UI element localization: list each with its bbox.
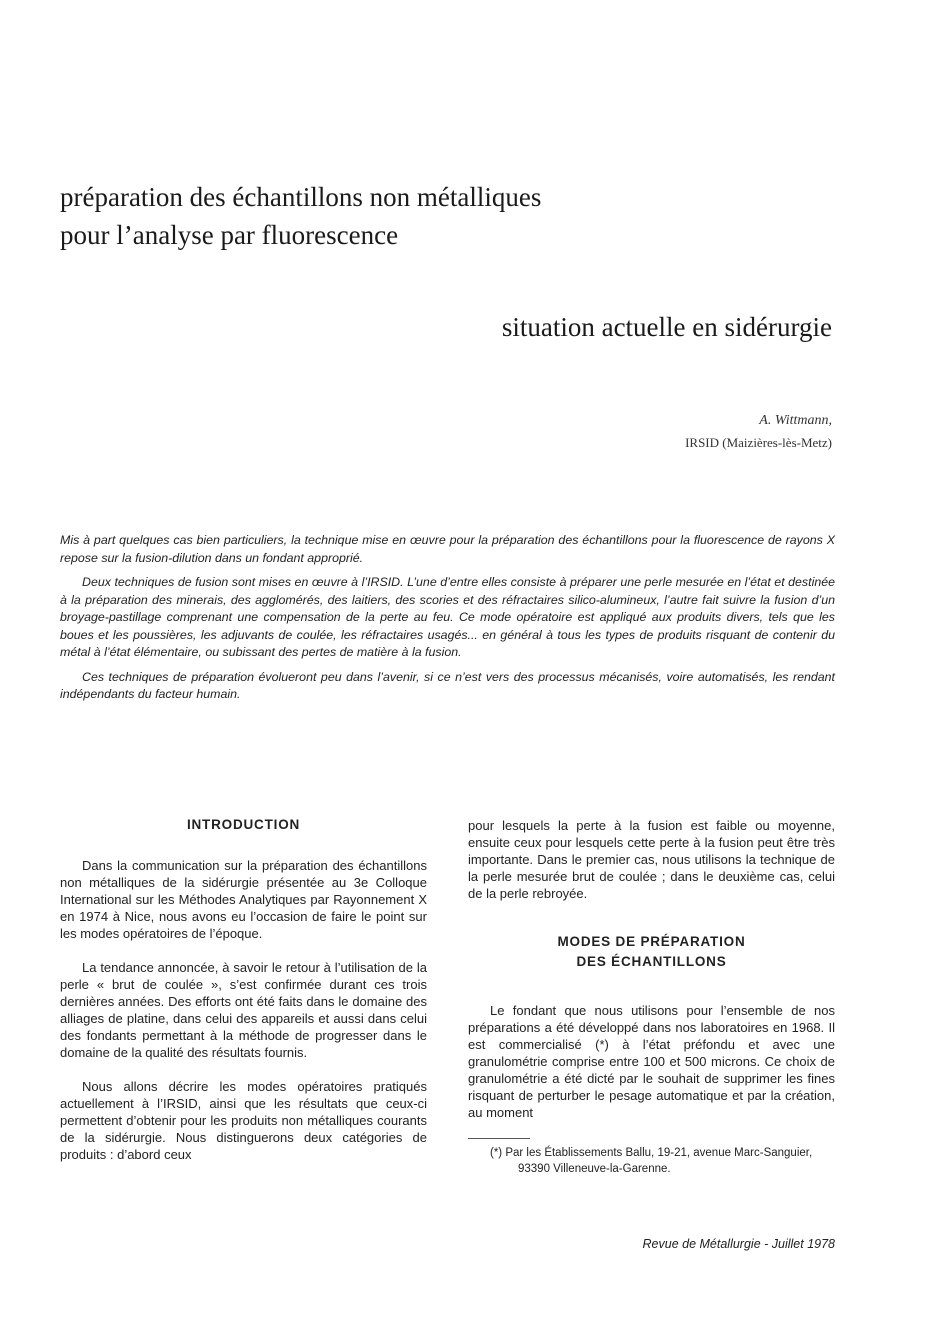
abstract bbox=[60, 532, 835, 711]
author-name: A. Wittmann, bbox=[759, 413, 832, 428]
journal-footer: Revue de Métallurgie - Juillet 1978 bbox=[642, 1237, 835, 1251]
title-line-1: préparation des échantillons non métalliques bbox=[60, 182, 542, 212]
section-heading-modes-line-2: DES ÉCHANTILLONS bbox=[576, 954, 727, 969]
intro-paragraph-2: La tendance annoncée, à savoir le retour à l’utilisation de la perle « brut de coulée », s’est confirmée durant ces trois dernières années. Des efforts ont été faits dans le domaine des alliages de platine, dans celui des appareils et aussi dans celui des fondants permettant à la méthode de progresser dans le domaine de la qualité des résultats fournis. bbox=[60, 960, 427, 1060]
article-subtitle: situation actuelle en sidérurgie bbox=[501, 312, 832, 342]
abstract-paragraph-3: Ces techniques de préparation évolueront peu dans l’avenir, si ce n’est vers des processus mécanisés, voire automatisés, les rendant indépendants du facteur humain. bbox=[60, 669, 835, 701]
section-heading-introduction: INTRODUCTION bbox=[186, 817, 301, 832]
right-column bbox=[468, 817, 835, 1194]
article-title bbox=[60, 178, 860, 254]
abstract-paragraph-2: Deux techniques de fusion sont mises en œuvre à l’IRSID. L’une d’entre elles consiste à préparer une perle mesurée en l’état et destinée à la préparation des minerais, des agglomérés, des laitiers, des scories et des réfractaires silico-alumineux, l’autre fait suivre la fusion d’un broyage-pastillage comprenant une compensation de la perte au feu. Ce mode opératoire est appliqué aux produits divers, tels que les boues et les poussières, les adjuvants de coulée, les réfractaires usagés... en général à tous les types de produits risquant de contenir du métal à l’état élémentaire, ou subissant des pertes de matière à la fusion. bbox=[60, 575, 835, 659]
footnote-line-2: 93390 Villeneuve-la-Garenne. bbox=[518, 1163, 671, 1175]
intro-paragraph-3: Nous allons décrire les modes opératoires pratiqués actuellement à l’IRSID, ainsi que les résultats que ceux-ci permettent d’obtenir pour les produits non métalliques courants de la sidérurgie. Nous distinguerons deux catégories de produits : d’abord ceux bbox=[60, 1079, 427, 1162]
intro-paragraph-1: Dans la communication sur la préparation des échantillons non métalliques de la sidérurgie présentée au 3e Colloque International sur les Méthodes Analytiques par Rayonnement X en 1974 à Nice, nous avons eu l’occasion de faire le point sur les modes opératoires de l’époque. bbox=[60, 858, 427, 941]
modes-paragraph-1: Le fondant que nous utilisons pour l’ensemble de nos préparations a été développé dans nos laboratoires en 1968. Il est commercialisé (*) à l’état préfondu et avec une granulométrie comprise entre 100 et 500 microns. Ce choix de granulométrie a été dicté par le souhait de supprimer les fines risquant de perturber le pesage automatique et par la création, au moment bbox=[468, 1003, 835, 1120]
title-line-2: pour l’analyse par fluorescence bbox=[60, 220, 399, 250]
left-column bbox=[60, 815, 427, 1180]
footnote bbox=[468, 1145, 835, 1177]
footnote-divider bbox=[468, 1138, 530, 1139]
section-heading-modes bbox=[468, 932, 835, 972]
author-affiliation: IRSID (Maizières-lès-Metz) bbox=[685, 435, 832, 450]
abstract-paragraph-1: Mis à part quelques cas bien particuliers, la technique mise en œuvre pour la préparation des échantillons pour la fluorescence de rayons X repose sur la fusion-dilution dans un fondant approprié. bbox=[60, 533, 835, 565]
section-heading-modes-line-1: MODES DE PRÉPARATION bbox=[557, 934, 746, 949]
continuation-paragraph: pour lesquels la perte à la fusion est faible ou moyenne, ensuite ceux pour lesquels cette perte à la fusion peut être très importante. Dans le premier cas, nous utilisons la technique de la perle mesurée brut de coulée ; dans le deuxième cas, celui de la perle rebroyée. bbox=[468, 818, 835, 901]
author-block bbox=[685, 410, 832, 454]
footnote-line-1: (*) Par les Établissements Ballu, 19-21, avenue Marc-Sanguier, bbox=[490, 1147, 813, 1159]
